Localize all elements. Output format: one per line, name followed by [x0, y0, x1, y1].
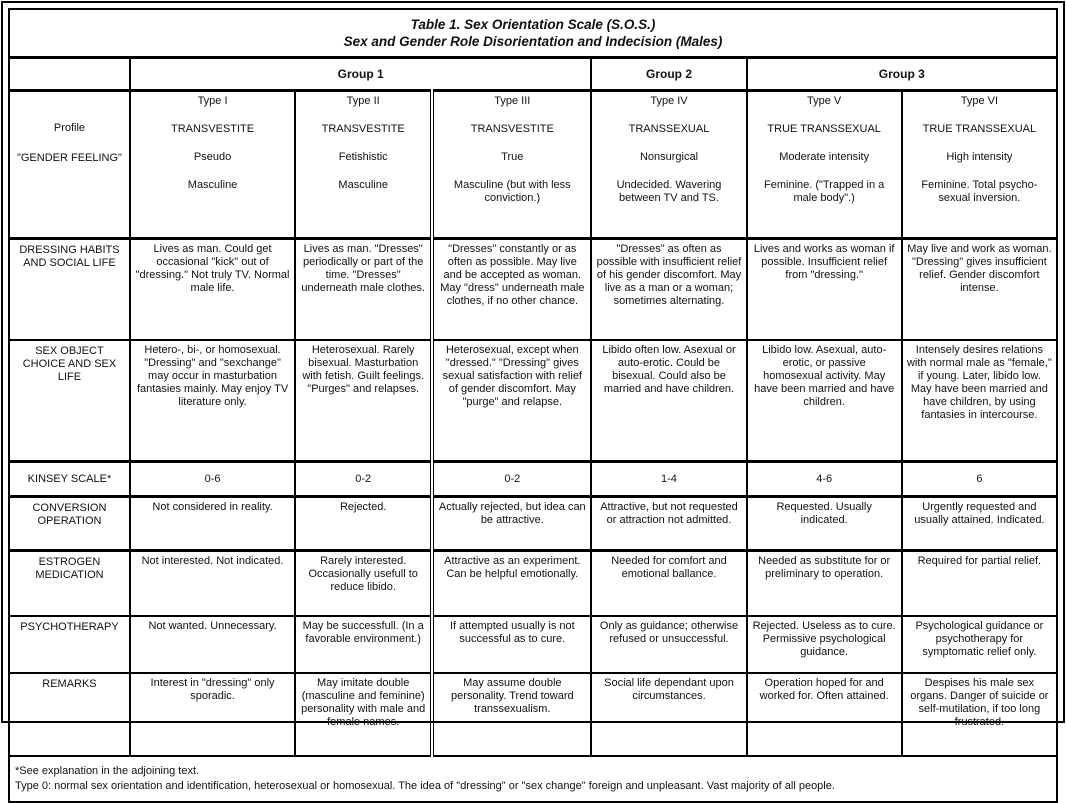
table-cell: Not interested. Not indicated.: [130, 551, 295, 617]
type-number: Type II: [346, 95, 380, 107]
group-header-1: Group 1: [130, 58, 591, 91]
table-cell: If attempted usually is not successful as to cure.: [432, 616, 591, 673]
table-cell: Attractive, but not requested or attraction not admitted.: [591, 497, 746, 551]
table-cell: Rejected. Useless as to cure. Permissive psychological guidance.: [747, 616, 902, 673]
page-frame: [1, 1, 1065, 792]
type-feeling: Feminine. Total psycho-sexual inversion.: [921, 179, 1038, 204]
group-header-3: Group 3: [747, 58, 1057, 91]
table-cell: Needed for comfort and emotional ballance.: [591, 551, 746, 617]
table-cell: "Dresses" constantly or as often as possible. May live and be accepted as woman. May "dress" underneath male clothes, if no other chance.: [432, 239, 591, 341]
footnote-asterisk: *See explanation in the adjoining text.: [15, 765, 200, 777]
table-cell: Requested. Usually indicated.: [747, 497, 902, 551]
profile-label: Profile: [53, 122, 86, 134]
sos-table: [8, 8, 1058, 803]
table-cell: May imitate double (masculine and feminine) personality with male and female names.: [295, 673, 432, 756]
type-feeling: Masculine (but with less conviction.): [453, 179, 571, 204]
type-cell: [130, 91, 295, 239]
footnote-row: [9, 756, 1057, 802]
table-cell: Heterosexual. Rarely bisexual. Masturbation with fetish. Guilt feelings. "Purges" and relapses.: [295, 340, 432, 462]
type-subtype: True: [501, 151, 524, 163]
table-cell: Hetero-, bi-, or homosexual. "Dressing" and "sexchange" may occur in masturbation fantasies mainly. May enjoy TV literature only.: [130, 340, 295, 462]
table-cell: Lives as man. "Dresses" periodically or part of the time. "Dresses" underneath male clothes.: [295, 239, 432, 341]
table-row-psychotherapy: [9, 616, 1057, 673]
profile-row-label: [9, 91, 130, 239]
table-row-dressing-habits: [9, 239, 1057, 341]
table-cell: 4-6: [747, 462, 902, 497]
table-cell: Attractive as an experiment. Can be helpful emotionally.: [432, 551, 591, 617]
table-cell: Lives and works as woman if possible. Insufficient relief from "dressing.": [747, 239, 902, 341]
table-cell: May assume double personality. Trend toward transsexualism.: [432, 673, 591, 756]
table-title-line1: Table 1. Sex Orientation Scale (S.O.S.): [410, 17, 656, 32]
table-cell: Rarely interested. Occasionally usefull to reduce libido.: [295, 551, 432, 617]
type-name: TRUE TRANSSEXUAL: [922, 123, 1037, 135]
table-cell: Rejected.: [295, 497, 432, 551]
row-label: PSYCHOTHERAPY: [9, 616, 130, 673]
type-feeling: Undecided. Wavering between TV and TS.: [616, 179, 722, 204]
table-cell: Not wanted. Unnecessary.: [130, 616, 295, 673]
table-cell: Social life dependant upon circumstances.: [591, 673, 746, 756]
table-cell: Only as guidance; otherwise refused or unsuccessful.: [591, 616, 746, 673]
table-cell: 1-4: [591, 462, 746, 497]
type-name: TRANSVESTITE: [321, 123, 405, 135]
table-row-remarks: [9, 673, 1057, 756]
type-feeling: Masculine: [338, 179, 388, 191]
table-cell: 6: [902, 462, 1057, 497]
type-name: TRANSVESTITE: [170, 123, 255, 135]
type-name: TRANSSEXUAL: [628, 123, 710, 135]
table-cell: May be successfull. (In a favorable environment.): [295, 616, 432, 673]
table-cell: 0-2: [432, 462, 591, 497]
row-label: ESTROGEN MEDICATION: [9, 551, 130, 617]
row-label: CONVERSION OPERATION: [9, 497, 130, 551]
type-number: Type V: [807, 95, 842, 107]
group-header-row: [9, 58, 1057, 91]
type-number: Type I: [197, 95, 228, 107]
type-subtype: Fetishistic: [338, 151, 388, 163]
type-cell: [591, 91, 746, 239]
type-cell: [432, 91, 591, 239]
table-cell: Psychological guidance or psychotherapy for symptomatic relief only.: [902, 616, 1057, 673]
type-cell: [902, 91, 1057, 239]
table-cell: Operation hoped for and worked for. Often attained.: [747, 673, 902, 756]
table-cell: 0-6: [130, 462, 295, 497]
type-subtype: Moderate intensity: [779, 151, 870, 163]
table-title: [9, 9, 1057, 58]
table-row-sex-object-choice: [9, 340, 1057, 462]
type-number: Type VI: [960, 95, 999, 107]
table-row-estrogen-medication: [9, 551, 1057, 617]
type-feeling: Masculine: [187, 179, 238, 191]
row-label: KINSEY SCALE*: [9, 462, 130, 497]
type-name: TRANSVESTITE: [470, 123, 554, 135]
table-cell: Intensely desires relations with normal male as "female," if young. Later, libido low. May have been married and have children, by using fantasies in intercourse.: [902, 340, 1057, 462]
table-cell: Despises his male sex organs. Danger of suicide or self-mutilation, if too long frustrated.: [902, 673, 1057, 756]
table-cell: Libido low. Asexual, auto-erotic, or passive homosexual activity. May have been married and have children.: [747, 340, 902, 462]
table-cell: Heterosexual, except when "dressed." "Dressing" gives sexual satisfaction with relief of gender discomfort. May "purge" and relapse.: [432, 340, 591, 462]
row-label: SEX OBJECT CHOICE AND SEX LIFE: [9, 340, 130, 462]
type-subtype: Pseudo: [193, 151, 232, 163]
table-cell: Not considered in reality.: [130, 497, 295, 551]
table-row-kinsey-scale: [9, 462, 1057, 497]
table-cell: Needed as substitute for or preliminary to operation.: [747, 551, 902, 617]
table-cell: Actually rejected, but idea can be attractive.: [432, 497, 591, 551]
type-subtype: Nonsurgical: [639, 151, 699, 163]
table-cell: 0-2: [295, 462, 432, 497]
type-subtype: High intensity: [946, 151, 1013, 163]
type-cell: [747, 91, 902, 239]
table-row-conversion-operation: [9, 497, 1057, 551]
table-cell: Libido often low. Asexual or auto-erotic. Could be bisexual. Could also be married and have children.: [591, 340, 746, 462]
type-name: TRUE TRANSSEXUAL: [767, 123, 881, 135]
table-cell: Urgently requested and usually attained. Indicated.: [902, 497, 1057, 551]
row-label: REMARKS: [9, 673, 130, 756]
table-cell: Interest in "dressing" only sporadic.: [130, 673, 295, 756]
footnote-type0: Type 0: normal sex orientation and identification, heterosexual or homosexual. The idea of "dressing" or "sex change" foreign and unpleasant. Vast majority of all people.: [15, 780, 835, 792]
row-label: DRESSING HABITS AND SOCIAL LIFE: [9, 239, 130, 341]
table-cell: Required for partial relief.: [902, 551, 1057, 617]
type-cell: [295, 91, 432, 239]
footnotes: [9, 756, 1057, 802]
type-number: Type III: [494, 95, 531, 107]
title-row: [9, 9, 1057, 58]
table-cell: May live and work as woman. "Dressing" gives insufficient relief. Gender discomfort intense.: [902, 239, 1057, 341]
group-header-2: Group 2: [591, 58, 746, 91]
table-title-line2: Sex and Gender Role Disorientation and Indecision (Males): [343, 34, 723, 49]
table-cell: Lives as man. Could get occasional "kick" out of "dressing." Not truly TV. Normal male life.: [130, 239, 295, 341]
table-cell: "Dresses" as often as possible with insufficient relief of his gender discomfort. May live as a man or a woman; sometimes alternating.: [591, 239, 746, 341]
group-header-empty-cell: [9, 58, 130, 91]
type-feeling: Feminine. ("Trapped in a male body".): [764, 179, 885, 204]
profile-row: [9, 91, 1057, 239]
gender-feeling-label: "GENDER FEELING": [16, 152, 122, 164]
type-number: Type IV: [650, 95, 688, 107]
